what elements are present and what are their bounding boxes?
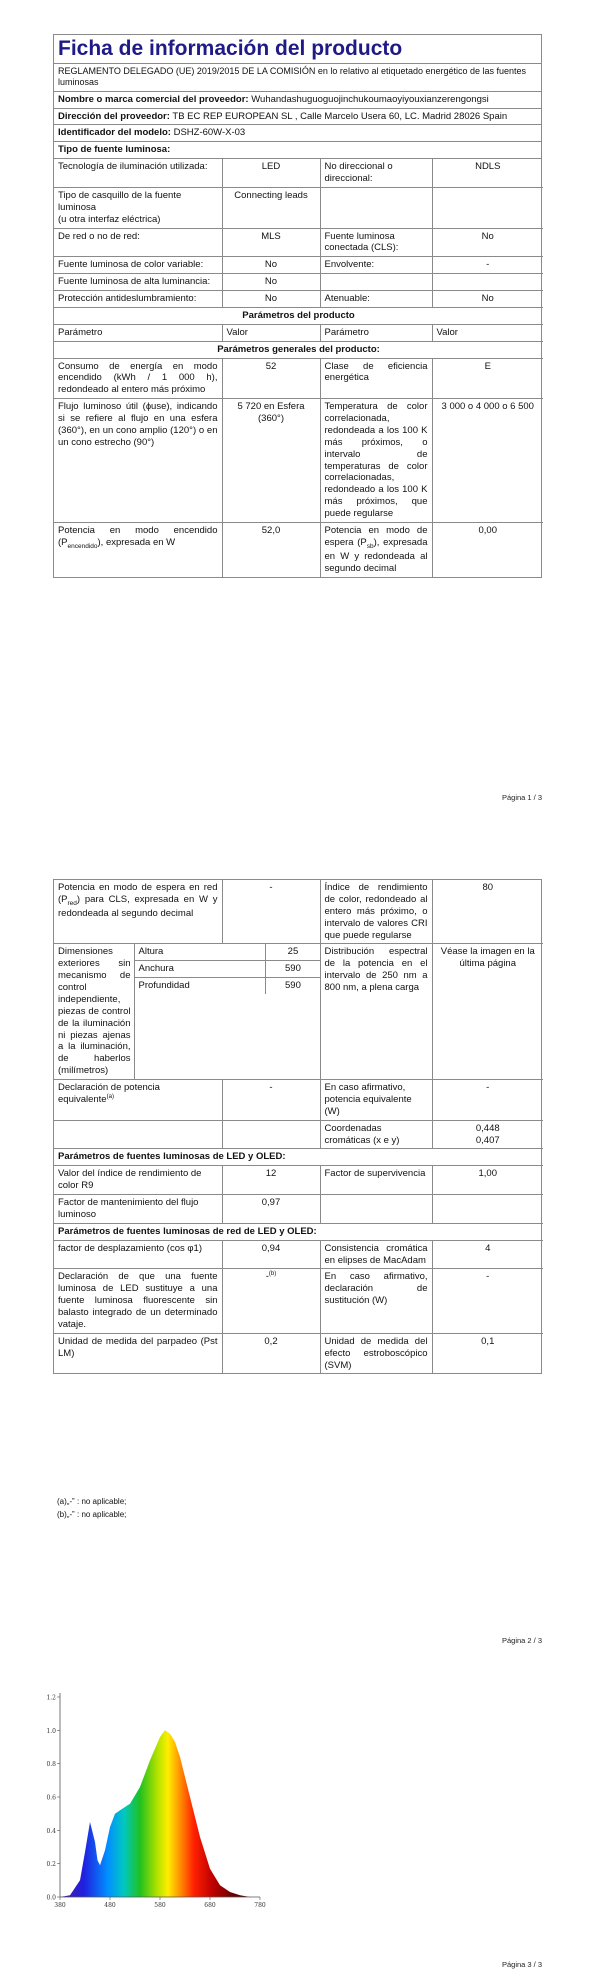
light-source-type-table: [54, 159, 543, 576]
footnote-a: (a)„-‟ : no aplicable;: [57, 1497, 127, 1506]
table-row: [54, 1195, 543, 1224]
column-header: Parámetro: [54, 324, 222, 341]
label-part: Potencia en modo de espera (P: [324, 524, 428, 548]
param-label: [54, 187, 222, 228]
param-label: Unidad de medida del parpadeo (Pst LM): [54, 1333, 222, 1373]
model-value: DSHZ-60W-X-03: [173, 127, 246, 139]
param-value: LED: [222, 159, 320, 187]
param-label: Tecnología de iluminación utilizada:: [54, 159, 222, 187]
param-label: Temperatura de color correlacionada, redondeada a los 100 K más próximos, o intervalo de temperaturas de color correlacionadas, redondeado a los 100 K más próximos, que puede regularse: [320, 399, 432, 523]
page-number: Página 1 / 3: [501, 793, 542, 802]
dimension-row: [135, 978, 320, 994]
param-label-line: Tipo de casquillo de la fuente luminosa: [58, 189, 182, 213]
param-value: [222, 1269, 320, 1333]
param-label: De red o no de red:: [54, 228, 222, 257]
param-label: Índice de rendimiento de color, redondeado al entero más próximo, o intervalo de valores CRI que puede regularse: [320, 880, 432, 944]
table-row: [54, 1120, 543, 1149]
table-row: [54, 1240, 543, 1269]
param-value: 0,97: [222, 1195, 320, 1224]
param-label: Clase de eficiencia energética: [320, 358, 432, 399]
label-subscript: red: [67, 899, 77, 907]
param-label: No direccional o direccional:: [320, 159, 432, 187]
param-label: Atenuable:: [320, 291, 432, 308]
param-value: Véase la imagen en la última página: [432, 944, 543, 1080]
empty-cell: [54, 1120, 222, 1149]
param-label-note: (u otra interfaz eléctrica): [58, 213, 161, 225]
param-label: [54, 1080, 222, 1121]
table-row: [54, 274, 543, 291]
x-tick-label: 480: [104, 1902, 116, 1909]
x-tick-label: 780: [254, 1902, 266, 1909]
param-value: E: [432, 358, 543, 399]
y-tick-label: 0.8: [46, 1761, 56, 1769]
table-row: [54, 1149, 543, 1166]
param-value: [432, 1195, 543, 1224]
page-title: Ficha de información del producto: [54, 35, 541, 64]
param-label: Protección antideslumbramiento:: [54, 291, 222, 308]
param-label: Consumo de energía en modo encendido (kWh / 1 000 h), redondeado al entero más próximo: [54, 358, 222, 399]
param-value: 3 000 o 4 000 o 6 500: [432, 399, 543, 523]
supplier-address-row: [54, 109, 541, 126]
product-sheet-page2: [53, 879, 542, 1374]
general-params-header: Parámetros generales del producto:: [54, 341, 543, 358]
label-part: Declaración de potencia equivalente: [58, 1082, 160, 1106]
table-row: [54, 1269, 543, 1333]
param-label: Fuente luminosa de color variable:: [54, 257, 222, 274]
product-sheet-page1: [53, 34, 542, 578]
dimension-name: Profundidad: [135, 978, 266, 994]
y-tick-label: 0.0: [46, 1894, 56, 1902]
param-value: 52: [222, 358, 320, 399]
model-label: Identificador del modelo:: [58, 127, 171, 139]
regulation-text: REGLAMENTO DELEGADO (UE) 2019/2015 DE LA COMISIÓN en lo relativo al etiquetado energético de las fuentes luminosas: [54, 64, 541, 92]
param-label: factor de desplazamiento (cos φ1): [54, 1240, 222, 1269]
y-tick-label: 1.2: [46, 1694, 56, 1702]
param-label: [320, 522, 432, 576]
led-mains-params-header: Parámetros de fuentes luminosas de red de LED y OLED:: [54, 1223, 543, 1240]
table-row: [54, 522, 543, 576]
led-params-header: Parámetros de fuentes luminosas de LED y OLED:: [54, 1149, 543, 1166]
spectrum-area: [60, 1730, 260, 1897]
label-part: ), expresada en W y redondeada al segundo decimal: [324, 536, 428, 574]
table-row: [54, 187, 543, 228]
dimension-name: Anchura: [135, 961, 266, 978]
param-label: Fuente luminosa de alta luminancia:: [54, 274, 222, 291]
param-label: Declaración de que una fuente luminosa de LED sustituye a una fuente luminosa fluorescente sin balasto integrado de un determinado vataje.: [54, 1269, 222, 1333]
table-row: [54, 257, 543, 274]
x-tick-label: 680: [204, 1902, 216, 1909]
param-value: 0,1: [432, 1333, 543, 1373]
dimension-row: [135, 944, 320, 960]
table-row: [54, 228, 543, 257]
page-number: Página 2 / 3: [501, 1636, 542, 1645]
param-label: [320, 187, 432, 228]
param-label: Coordenadas cromáticas (x e y): [320, 1120, 432, 1149]
param-label: [54, 522, 222, 576]
empty-cell: [222, 1120, 320, 1149]
label-subscript: sb: [366, 542, 374, 550]
param-value: 0,94: [222, 1240, 320, 1269]
table-row: [54, 307, 543, 324]
model-row: [54, 125, 541, 142]
label-superscript: (a): [106, 1093, 114, 1100]
column-header-row: [54, 324, 543, 341]
param-value: 0,00: [432, 522, 543, 576]
value-part: -: [265, 1271, 269, 1283]
param-value: No: [432, 291, 543, 308]
x-tick-label: 380: [54, 1902, 66, 1909]
table-row: [54, 1166, 543, 1195]
param-value: MLS: [222, 228, 320, 257]
dimensions-table: [135, 944, 320, 994]
dimensions-cell: [134, 944, 320, 1080]
param-label: Fuente luminosa conectada (CLS):: [320, 228, 432, 257]
param-label: Dimensiones exteriores sin mecanismo de control independiente, piezas de control de la iluminación ni piezas ajenas a la iluminación, de haberlos (milímetros): [54, 944, 134, 1080]
y-tick-label: 0.6: [46, 1794, 56, 1802]
param-label: Unidad de medida del efecto estroboscópico (SVM): [320, 1333, 432, 1373]
param-label: Distribución espectral de la potencia en el intervalo de 250 nm a 800 nm, a plena carga: [320, 944, 432, 1080]
param-value: [432, 187, 543, 228]
param-value: -: [222, 1080, 320, 1121]
param-value: -: [432, 1269, 543, 1333]
y-tick-label: 0.4: [46, 1827, 56, 1835]
param-value: 1,00: [432, 1166, 543, 1195]
supplier-address-value: TB EC REP EUROPEAN SL , Calle Marcelo Usera 60, LC. Madrid 28026 Spain: [172, 110, 508, 122]
dimension-value: 590: [266, 961, 320, 978]
product-params-header: Parámetros del producto: [54, 307, 543, 324]
label-subscript: encendido: [67, 542, 98, 550]
param-label: Flujo luminoso útil (ɸuse), indicando si se refiere al flujo en una esfera (360°), en un cono amplio (120°) o en un cono estrecho (90°): [54, 399, 222, 523]
param-value: No: [432, 228, 543, 257]
footnote-b: (b)„-‟ : no aplicable;: [57, 1509, 127, 1519]
param-value: NDLS: [432, 159, 543, 187]
coord-x: 0,448: [475, 1122, 500, 1134]
table-row: [54, 291, 543, 308]
param-value: 80: [432, 880, 543, 944]
param-value: -: [222, 880, 320, 944]
table-row: [54, 944, 543, 1080]
column-header: Valor: [432, 324, 543, 341]
table-row: [54, 358, 543, 399]
param-value: -: [432, 1080, 543, 1121]
page-number: Página 3 / 3: [501, 1960, 542, 1969]
spectral-distribution-chart: [34, 1685, 274, 1915]
dimension-name: Altura: [135, 944, 266, 960]
param-value: No: [222, 274, 320, 291]
footnotes: [57, 1496, 126, 1522]
dimension-value: 590: [285, 980, 301, 992]
supplier-name-label: Nombre o marca comercial del proveedor:: [58, 93, 249, 105]
param-label: [54, 880, 222, 944]
param-label: Envolvente:: [320, 257, 432, 274]
column-header: Parámetro: [320, 324, 432, 341]
table-row: [54, 880, 543, 944]
label-part: Potencia en modo encendido (P: [58, 524, 218, 548]
supplier-name-row: [54, 92, 541, 109]
x-tick-label: 580: [154, 1902, 166, 1909]
coord-y: 0,407: [475, 1134, 500, 1146]
param-value: No: [222, 257, 320, 274]
param-value: Connecting leads: [222, 187, 320, 228]
param-value: 52,0: [222, 522, 320, 576]
table-row: [54, 1223, 543, 1240]
table-row: [54, 1333, 543, 1373]
dimension-value: 25: [287, 946, 299, 958]
supplier-address-label: Dirección del proveedor:: [58, 110, 170, 122]
product-params-table: [54, 880, 543, 1373]
param-value: -: [432, 257, 543, 274]
label-part: ), expresada en W: [97, 536, 176, 548]
label-part: Potencia en modo de espera en red (P: [58, 882, 218, 905]
supplier-name-value: Wuhandashuguoguojinchukoumaoyiyouxianzerengongsi: [251, 93, 489, 105]
param-value: [432, 274, 543, 291]
table-row: [54, 1080, 543, 1121]
param-label: Factor de supervivencia: [320, 1166, 432, 1195]
y-tick-label: 1.0: [46, 1727, 56, 1735]
param-label: [320, 1195, 432, 1224]
dimension-row: [135, 961, 320, 978]
column-header: Valor: [222, 324, 320, 341]
param-value: No: [222, 291, 320, 308]
param-value: 12: [222, 1166, 320, 1195]
table-row: [54, 159, 543, 187]
light-source-type-header: Tipo de fuente luminosa:: [54, 142, 541, 159]
param-label: Valor del índice de rendimiento de color R9: [54, 1166, 222, 1195]
param-label: En caso afirmativo, potencia equivalente (W): [320, 1080, 432, 1121]
table-row: [54, 341, 543, 358]
param-value: 0,2: [222, 1333, 320, 1373]
param-label: Factor de mantenimiento del flujo luminoso: [54, 1195, 222, 1224]
param-label: En caso afirmativo, declaración de sustitución (W): [320, 1269, 432, 1333]
param-label: [320, 274, 432, 291]
table-row: [54, 399, 543, 523]
param-value: [432, 1120, 543, 1149]
y-tick-label: 0.2: [46, 1861, 56, 1869]
label-part: ) para CLS, expresada en W y redondeada al segundo decimal: [58, 893, 218, 919]
param-label: Consistencia cromática en elipses de MacAdam: [320, 1240, 432, 1269]
value-superscript: (b): [268, 1271, 277, 1278]
param-value: 5 720 en Esfera (360°): [222, 399, 320, 523]
param-value: 4: [432, 1240, 543, 1269]
